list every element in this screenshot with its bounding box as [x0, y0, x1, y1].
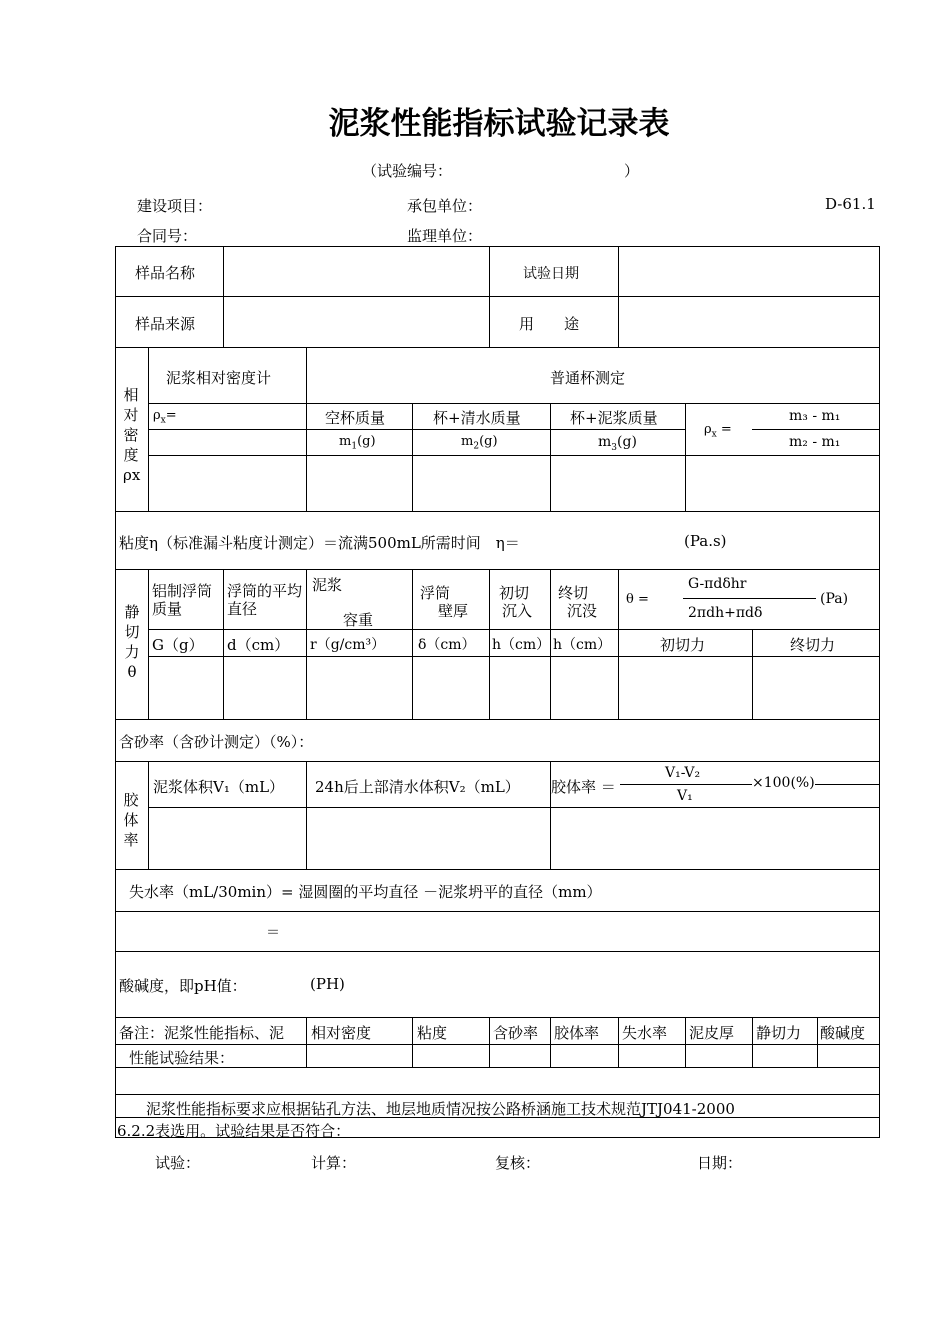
m2-unit: $m_2(g)$ [461, 434, 498, 452]
colloid-formula-denominator: V₁ [677, 788, 693, 804]
remarks-col-viscosity: 粘度 [417, 1024, 448, 1042]
float-mass-header: 铝制浮筒质量 [152, 582, 213, 618]
shear-formula-bar [683, 598, 816, 599]
form-code: D-61.1 [825, 195, 876, 213]
project-label: 建设项目： [137, 197, 213, 215]
mud-density-header-b: 容重 [343, 611, 374, 629]
shear-formula-unit: (Pa) [820, 591, 849, 607]
shear-formula-denominator: 2πdh+πdδ [688, 605, 763, 621]
viscosity-text: 粘度η（标准漏斗粘度计测定）＝流满500mL所需时间 η＝ [119, 534, 520, 552]
float-diameter-header: 浮筒的平均直径 [227, 582, 303, 618]
shear-side-label: 静切力θ [124, 603, 140, 681]
rho-x-label: $\rho_x=$ [153, 408, 177, 426]
remarks-col-shear: 静切力 [756, 1024, 802, 1042]
remarks-label-2: 性能试验结果： [129, 1049, 235, 1067]
rho-x-formula-label: $\rho_x$ = [704, 422, 732, 440]
colloid-side-label: 胶体率 [123, 791, 139, 849]
ph-unit: (PH) [310, 975, 345, 993]
final-sink-header-b: 沉没 [567, 602, 598, 620]
float-thickness-header-b: 壁厚 [438, 602, 469, 620]
water-loss-text: 失水率（mL/30min）= 湿圆圈的平均直径 －泥浆坍平的直径（mm） [129, 883, 602, 901]
remarks-label: 备注：泥浆性能指标、泥 [119, 1024, 285, 1042]
m1-unit: $m_1(g)$ [339, 434, 376, 452]
colloid-formula-bar [620, 784, 879, 785]
unit-h-final: h（cm） [553, 637, 612, 653]
ph-label: 酸碱度，即pH值： [119, 977, 247, 995]
water-loss-equals: ＝ [266, 925, 280, 941]
density-side-label: 相对密度ρx [123, 386, 141, 484]
remarks-col-sand: 含砂率 [493, 1024, 539, 1042]
unit-h-initial: h（cm） [492, 637, 551, 653]
test-date-label: 试验日期 [523, 266, 579, 282]
unit-delta: δ（cm） [418, 637, 476, 653]
density-formula-numerator: m₃ - m₁ [789, 408, 841, 424]
water-volume-header: 24h后上部清水体积V₂（mL） [315, 778, 520, 796]
theta-label: θ = [626, 592, 649, 607]
footer-reviewer: 复核： [495, 1154, 541, 1172]
supervisor-label: 监理单位： [407, 227, 483, 245]
sample-source-label: 样品来源 [135, 315, 196, 333]
final-sink-header-a: 终切 [558, 584, 589, 602]
unit-d: d（cm） [227, 636, 290, 654]
density-meter-label: 泥浆相对密度计 [166, 369, 272, 387]
initial-sink-header-b: 沉入 [502, 602, 533, 620]
cup-water-header: 杯+清水质量 [433, 409, 521, 427]
density-formula-denominator: m₂ - m₁ [789, 434, 841, 450]
m3-unit: $m_3(g)$ [598, 434, 637, 453]
sample-name-label: 样品名称 [135, 264, 196, 282]
empty-cup-header: 空杯质量 [325, 409, 386, 427]
mud-density-header-a: 泥浆 [312, 576, 343, 594]
colloid-rate-label: 胶体率 ＝ [551, 778, 616, 796]
colloid-formula-numerator: V₁-V₂ [665, 765, 701, 781]
remarks-note-2: 6.2.2表选用。试验结果是否符合： [117, 1122, 351, 1140]
remarks-col-density: 相对密度 [311, 1024, 372, 1042]
cup-mud-header: 杯+泥浆质量 [570, 409, 658, 427]
contract-label: 合同号： [137, 227, 198, 245]
footer-calculator: 计算： [311, 1154, 357, 1172]
footer-tester: 试验： [155, 1154, 201, 1172]
float-thickness-header-a: 浮筒 [420, 584, 451, 602]
cup-method-label: 普通杯测定 [550, 369, 626, 387]
viscosity-unit: (Pa.s) [684, 532, 727, 550]
footer-date: 日期： [697, 1154, 743, 1172]
unit-r: r（g/cm³） [310, 637, 386, 653]
initial-sink-header-a: 初切 [499, 584, 530, 602]
colloid-formula-tail: ×100(%) [752, 775, 815, 791]
page-title: 泥浆性能指标试验记录表 [328, 106, 670, 142]
remarks-note-1: 泥浆性能指标要求应根据钻孔方法、地层地质情况按公路桥涵施工技术规范JTJ041-2000 [146, 1100, 735, 1118]
density-formula-bar [752, 429, 879, 430]
remarks-col-water-loss: 失水率 [622, 1024, 668, 1042]
unit-g: G（g） [152, 636, 204, 654]
remarks-col-colloid: 胶体率 [554, 1024, 600, 1042]
initial-shear-header: 初切力 [660, 636, 706, 654]
mud-volume-header: 泥浆体积V₁（mL） [153, 778, 285, 796]
contractor-label: 承包单位： [407, 197, 483, 215]
remarks-col-filter-cake: 泥皮厚 [689, 1024, 735, 1042]
use-label: 用 途 [519, 315, 580, 333]
test-number-label: （试验编号： [362, 162, 453, 180]
remarks-col-ph: 酸碱度 [820, 1024, 866, 1042]
shear-formula-numerator: G-πdδhr [688, 576, 747, 592]
sand-content-label: 含砂率（含砂计测定）（%）： [119, 733, 314, 751]
test-number-close: ） [624, 162, 640, 180]
final-shear-header: 终切力 [790, 636, 836, 654]
